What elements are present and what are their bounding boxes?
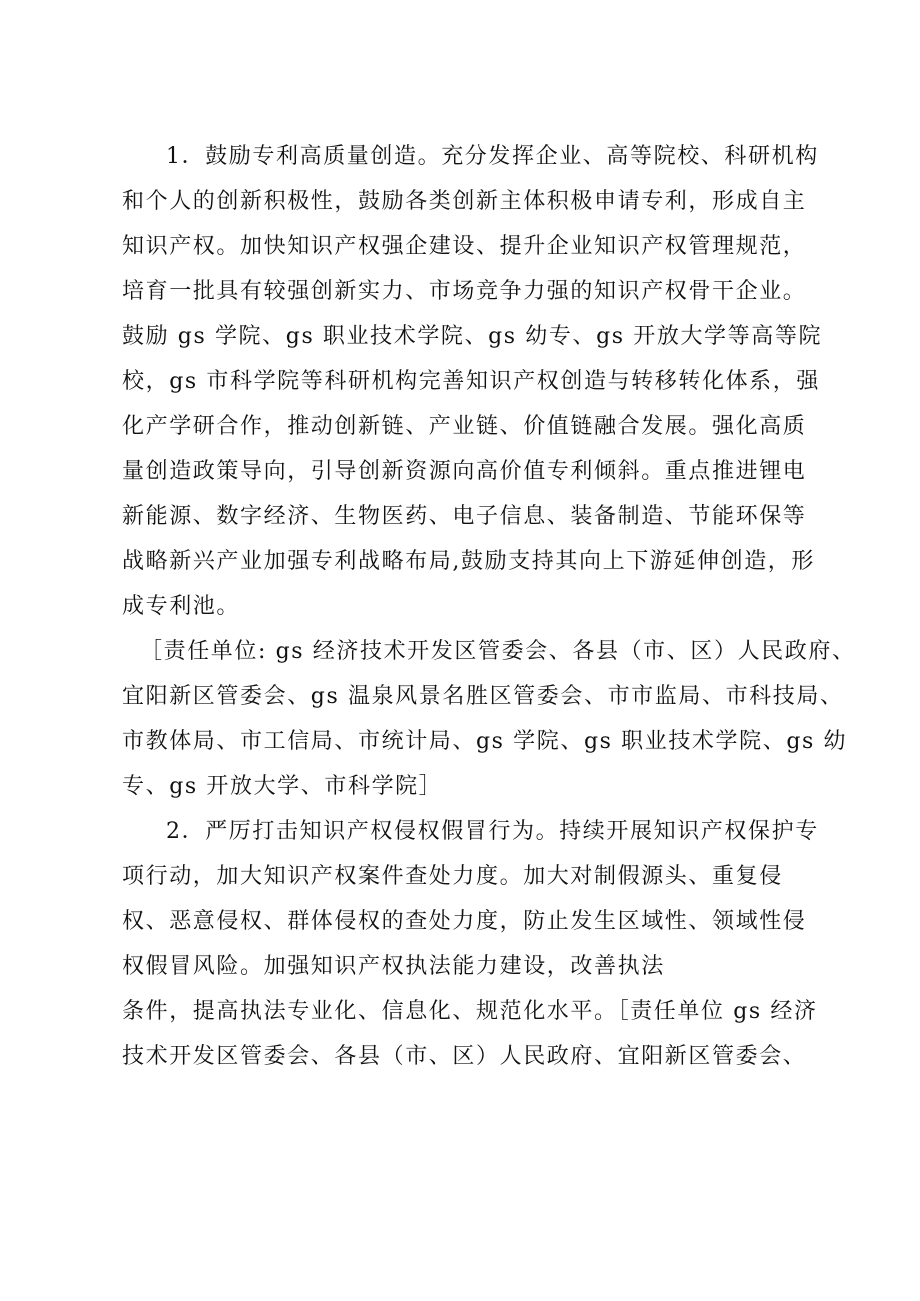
text-line: 项行动，加大知识产权案件查处力度。加大对制假源头、重复侵 [122, 864, 783, 889]
text-line: 技术开发区管委会、各县（市、区）人民政府、宜阳新区管委会、 [122, 1044, 807, 1069]
text-line: 权假冒风险。加强知识产权执法能力建设，改善执法 [122, 954, 665, 979]
text-line: 校，gs 市科学院等科研机构完善知识产权创造与转移转化体系，强 [122, 369, 820, 394]
text-line: 1．鼓励专利高质量创造。充分发挥企业、高等院校、科研机构 [166, 144, 819, 169]
text-line: 条件，提高执法专业化、信息化、规范化水平。［责任单位 gs 经济 [122, 999, 818, 1024]
text-line: 化产学研合作，推动创新链、产业链、价值链融合发展。强化高质 [122, 414, 807, 439]
text-line: 新能源、数字经济、生物医药、电子信息、装备制造、节能环保等 [122, 504, 807, 529]
text-line: 权、恶意侵权、群体侵权的查处力度，防止发生区域性、领域性侵 [122, 909, 807, 934]
text-line: 鼓励 gs 学院、gs 职业技术学院、gs 幼专、gs 开放大学等高等院 [122, 324, 823, 349]
text-line: 知识产权。加快知识产权强企建设、提升企业知识产权管理规范， [122, 234, 807, 259]
text-line: 和个人的创新积极性，鼓励各类创新主体积极申请专利，形成自主 [122, 189, 807, 214]
text-line: 培育一批具有较强创新实力、市场竞争力强的知识产权骨干企业。 [122, 279, 807, 304]
text-line: 市教体局、市工信局、市统计局、gs 学院、gs 职业技术学院、gs 幼 [122, 729, 848, 754]
text-line: 成专利池。 [122, 594, 241, 619]
text-line: 宜阳新区管委会、gs 温泉风景名胜区管委会、市市监局、市科技局、 [122, 684, 844, 709]
text-line: ［责任单位: gs 经济技术开发区管委会、各县（市、区）人民政府、 [140, 639, 856, 664]
text-line: 2．严厉打击知识产权侵权假冒行为。持续开展知识产权保护专 [166, 819, 819, 844]
text-line: 战略新兴产业加强专利战略布局,鼓励支持其向上下游延伸创造，形 [122, 549, 815, 574]
text-line: 量创造政策导向，引导创新资源向高价值专利倾斜。重点推进锂电 [122, 459, 807, 484]
text-line: 专、gs 开放大学、市科学院］ [122, 774, 443, 799]
